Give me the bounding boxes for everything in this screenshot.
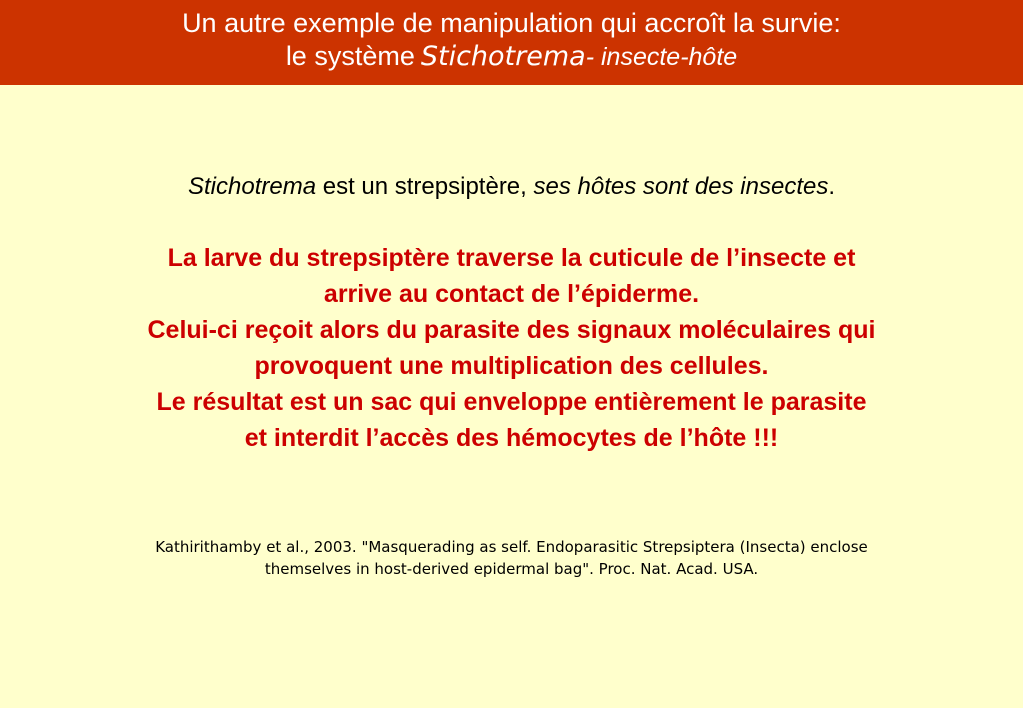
emphasis-paragraph	[0, 240, 1023, 456]
intro-hosts: ses hôtes sont des insectes	[533, 173, 829, 200]
intro-middle: est un strepsiptère,	[316, 173, 534, 200]
emphasis-line: et interdit l’accès des hémocytes de l’hôte !!!	[244, 424, 779, 452]
slide-body	[0, 172, 1023, 456]
emphasis-line: arrive au contact de l’épiderme.	[323, 280, 700, 308]
intro-sentence	[0, 172, 1023, 202]
title-suffix: - insecte-hôte	[585, 43, 738, 71]
title-banner	[0, 0, 1023, 85]
emphasis-line: Le résultat est un sac qui enveloppe entièrement le parasite	[156, 388, 867, 416]
intro-end: .	[828, 173, 836, 200]
emphasis-line: La larve du strepsiptère traverse la cuticule de l’insecte et	[167, 244, 856, 272]
emphasis-line: Celui-ci reçoit alors du parasite des signaux moléculaires qui	[147, 316, 876, 344]
title-line-1: Un autre exemple de manipulation qui accroît la survie:	[182, 8, 841, 38]
emphasis-line: provoquent une multiplication des cellules.	[254, 352, 769, 380]
title-line-2	[0, 39, 1023, 74]
citation-line-2: themselves in host-derived epidermal bag". Proc. Nat. Acad. USA.	[264, 560, 759, 578]
title-species: Stichotrema	[420, 41, 586, 72]
intro-species: Stichotrema	[187, 173, 317, 200]
citation	[0, 536, 1023, 580]
citation-line-1: Kathirithamby et al., 2003. "Masquerading as self. Endoparasitic Strepsiptera (Insecta) enclose	[155, 538, 868, 556]
title-prefix: le système	[285, 41, 415, 71]
